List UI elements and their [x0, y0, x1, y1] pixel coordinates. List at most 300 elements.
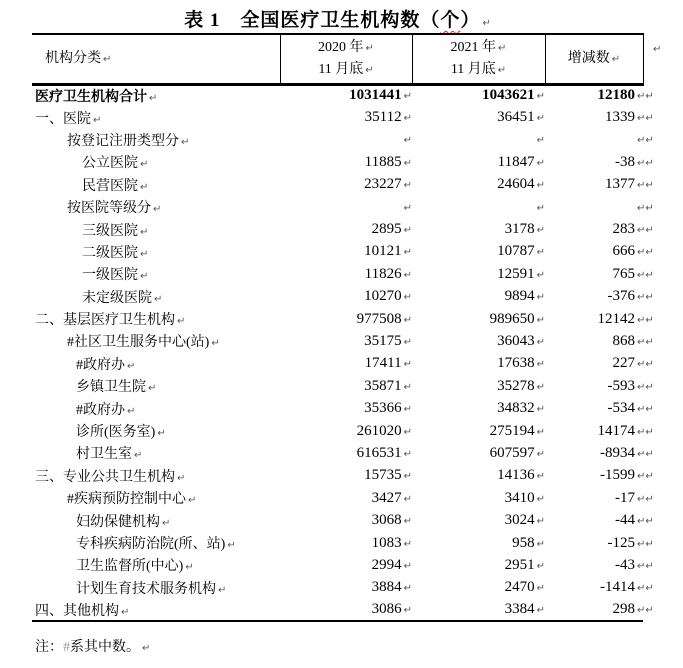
paragraph-mark: ↵↵: [637, 493, 654, 505]
paragraph-mark: ↵: [403, 247, 412, 259]
paragraph-mark: ↵: [403, 426, 412, 438]
value-diff-text: -17: [615, 489, 635, 506]
paragraph-mark: ↵↵: [637, 336, 654, 348]
value-diff-text: 1339: [605, 109, 635, 126]
value-diff: [545, 129, 654, 151]
paragraph-mark: ↵↵: [637, 516, 654, 528]
value-diff: [545, 599, 654, 621]
value-diff: [545, 353, 654, 375]
column-header-diff-label: 增减数: [567, 50, 610, 66]
paragraph-mark: ↵: [536, 91, 545, 103]
paragraph-mark: ↵: [536, 359, 545, 371]
footnote-hash: #: [63, 640, 70, 655]
column-header-category-label: 机构分类: [45, 50, 101, 66]
paragraph-mark: ↵: [134, 450, 143, 462]
value-2021-text: 2951: [504, 556, 535, 573]
value-2021-text: 36451: [497, 109, 535, 126]
value-diff: [545, 263, 654, 285]
value-diff-text: 765: [612, 265, 635, 282]
value-2021-text: 2470: [504, 579, 535, 596]
paragraph-mark: ↵↵: [637, 538, 654, 550]
paragraph-mark: ↵: [149, 92, 158, 104]
value-2021-text: 17638: [497, 355, 535, 372]
value-2021: [412, 487, 545, 509]
value-2021-text: 10787: [497, 243, 535, 260]
value-diff: [545, 442, 654, 464]
paragraph-mark: ↵↵: [637, 404, 654, 416]
value-2021-text: 3178: [504, 221, 535, 238]
value-2020-text: 10270: [364, 288, 402, 305]
row-label-text: 计划生育技术服务机构: [76, 581, 216, 597]
paragraph-mark: ↵: [482, 18, 491, 29]
value-diff: [545, 174, 654, 196]
value-2020: [280, 84, 412, 106]
value-diff-text: 298: [612, 601, 635, 618]
paragraph-mark: ↵: [536, 448, 545, 460]
value-diff-text: -593: [607, 377, 635, 394]
paragraph-mark: ↵: [177, 316, 186, 328]
value-2020: [280, 509, 412, 531]
paragraph-mark: ↵: [403, 269, 412, 281]
paragraph-mark: ↵: [403, 560, 412, 572]
value-2020-text: 616531: [356, 444, 402, 461]
value-2021: [412, 375, 545, 397]
value-2021-text: 1043621: [482, 87, 535, 104]
paragraph-mark: ↵: [536, 493, 545, 505]
row-label-text: #社区卫生服务中心(站): [67, 335, 210, 351]
value-2021-text: 36043: [497, 332, 535, 349]
paragraph-mark: ↵: [185, 562, 194, 574]
value-diff-text: -1414: [600, 579, 635, 596]
value-2021: [412, 420, 545, 442]
paragraph-mark: ↵: [188, 495, 197, 507]
paragraph-mark: ↵: [140, 181, 149, 193]
paragraph-mark: ↵: [536, 605, 545, 617]
value-2020-text: 17411: [364, 355, 402, 372]
paragraph-mark: ↵↵: [637, 113, 654, 125]
value-2021: [412, 599, 545, 621]
value-2020-text: 261020: [356, 422, 402, 439]
table-row: [32, 174, 643, 196]
value-2020: [280, 465, 412, 487]
column-header-diff: [545, 34, 643, 84]
paragraph-mark: ↵: [611, 53, 621, 65]
value-diff: [545, 532, 654, 554]
value-2020: [280, 263, 412, 285]
table-row: [32, 106, 643, 128]
paragraph-mark: ↵: [536, 202, 545, 214]
paragraph-mark: ↵: [140, 226, 149, 238]
paragraph-mark: ↵: [140, 159, 149, 171]
value-diff: [545, 554, 654, 576]
paragraph-mark: ↵↵: [637, 359, 654, 371]
column-header-category: [32, 34, 280, 84]
value-2021: [412, 106, 545, 128]
value-2020-text: 10121: [364, 243, 402, 260]
paragraph-mark: ↵: [218, 584, 227, 596]
table-row: [32, 151, 643, 173]
paragraph-mark: ↵↵: [637, 292, 654, 304]
row-label: [32, 308, 280, 330]
paragraph-mark: ↵: [403, 404, 412, 416]
value-2020: [280, 129, 412, 151]
value-2021: [412, 509, 545, 531]
value-2020-text: 3427: [371, 489, 402, 506]
paragraph-mark: ↵: [211, 338, 220, 350]
value-2020: [280, 599, 412, 621]
paragraph-mark: ↵: [403, 448, 412, 460]
paragraph-mark: ↵: [403, 225, 412, 237]
paragraph-mark: ↵: [365, 64, 374, 76]
table-row: [32, 420, 643, 442]
row-label: [32, 84, 280, 106]
row-label: [32, 263, 280, 285]
paragraph-mark: ↵: [403, 292, 412, 304]
paragraph-mark: ↵: [140, 271, 149, 283]
column-header-2020-line1: 2020 年 ↵: [318, 39, 374, 55]
value-2020: [280, 241, 412, 263]
row-label-text: 四、其他机构: [35, 603, 119, 619]
value-diff: [545, 308, 654, 330]
value-2021-text: 275194: [489, 422, 535, 439]
paragraph-mark: ↵: [403, 314, 412, 326]
paragraph-mark: ↵: [127, 405, 136, 417]
paragraph-mark: ↵: [536, 113, 545, 125]
value-2020-text: 2895: [371, 221, 402, 238]
value-diff-text: -8934: [600, 444, 635, 461]
table-row: [32, 509, 643, 531]
row-label-text: #政府办: [76, 357, 125, 373]
paragraph-mark: ↵↵: [637, 91, 654, 103]
row-label-text: 民营医院: [82, 178, 138, 194]
row-label: [32, 465, 280, 487]
value-diff-text: -44: [615, 512, 635, 529]
value-diff: [545, 106, 654, 128]
paragraph-mark: ↵↵: [637, 180, 654, 192]
row-label-text: 专科疾病防治院(所、站): [76, 537, 226, 552]
table-row: [32, 218, 643, 240]
paragraph-mark: ↵: [148, 383, 157, 395]
value-2020: [280, 174, 412, 196]
paragraph-mark: ↵: [154, 293, 163, 305]
page-title: [32, 5, 643, 32]
value-2020: [280, 554, 412, 576]
value-2020: [280, 308, 412, 330]
value-diff-text: 666: [612, 243, 635, 260]
value-2021: [412, 465, 545, 487]
paragraph-mark: ↵: [403, 381, 412, 393]
row-label: [32, 129, 280, 151]
paragraph-mark: ↵: [536, 314, 545, 326]
paragraph-mark: ↵: [121, 606, 130, 618]
paragraph-mark: ↵: [403, 471, 412, 483]
value-2021: [412, 196, 545, 218]
row-label: [32, 174, 280, 196]
footnote-text: 系其中数。: [70, 640, 140, 655]
table-row: [32, 196, 643, 218]
column-header-2021: [412, 34, 545, 84]
table-row: [32, 286, 643, 308]
paragraph-mark: ↵↵: [637, 471, 654, 483]
row-label-text: #政府办: [76, 402, 125, 418]
paragraph-mark: ↵: [227, 540, 236, 551]
row-label-text: #疾病预防控制中心: [67, 492, 186, 508]
paragraph-mark: ↵: [536, 404, 545, 416]
paragraph-mark: ↵: [497, 64, 507, 76]
paragraph-mark: ↵↵: [637, 135, 654, 147]
value-2021-text: 24604: [497, 176, 535, 193]
row-label: [32, 375, 280, 397]
paragraph-mark: ↵↵: [637, 583, 654, 595]
value-diff-text: -1599: [600, 467, 635, 484]
table-row: [32, 263, 643, 285]
paragraph-mark: ↵: [536, 560, 545, 572]
header-row: [32, 34, 643, 84]
paragraph-mark: ↵↵: [637, 157, 654, 169]
value-diff-text: 283: [612, 221, 635, 238]
title-spellcheck-word: 个: [440, 10, 461, 31]
table-row: [32, 577, 643, 599]
paragraph-mark: ↵↵: [637, 605, 654, 617]
value-2021-text: 34832: [497, 400, 535, 417]
column-header-2020-line2: 11 月底 ↵: [318, 61, 374, 77]
paragraph-mark: ↵: [536, 247, 545, 259]
paragraph-mark: ↵: [536, 381, 545, 393]
table-row: [32, 84, 643, 106]
table-row: [32, 330, 643, 352]
value-2021-text: 958: [512, 534, 535, 551]
value-2021: [412, 84, 545, 106]
paragraph-mark: ↵: [403, 359, 412, 371]
paragraph-mark: ↵: [403, 135, 412, 147]
table-row: [32, 599, 643, 621]
row-end-paragraph-mark: ↵: [653, 44, 662, 55]
value-2021-text: 11847: [497, 153, 535, 170]
value-2021: [412, 308, 545, 330]
row-label-text: 一、医院: [35, 111, 91, 127]
value-2021: [412, 442, 545, 464]
value-2020: [280, 375, 412, 397]
value-2020: [280, 487, 412, 509]
value-2021: [412, 263, 545, 285]
paragraph-mark: ↵: [403, 91, 412, 103]
row-label: [32, 353, 280, 375]
value-2021-text: 35278: [497, 377, 535, 394]
value-diff: [545, 397, 654, 419]
value-2021: [412, 241, 545, 263]
value-2021-text: 12591: [497, 265, 535, 282]
value-2020: [280, 218, 412, 240]
footnote-prefix: 注：: [35, 640, 63, 655]
row-label: [32, 420, 280, 442]
value-diff: [545, 487, 654, 509]
value-2021-text: 3384: [504, 601, 535, 618]
row-label: [32, 599, 280, 621]
row-label: [32, 218, 280, 240]
value-2020: [280, 420, 412, 442]
value-diff-text: 12142: [597, 310, 635, 327]
value-diff: [545, 196, 654, 218]
value-2020: [280, 106, 412, 128]
value-2020-text: 1031441: [349, 87, 402, 104]
paragraph-mark: ↵: [536, 583, 545, 595]
value-diff-text: 1377: [605, 176, 635, 193]
value-diff-text: -38: [615, 153, 635, 170]
row-label: [32, 330, 280, 352]
paragraph-mark: ↵: [403, 605, 412, 617]
paragraph-mark: ↵: [536, 180, 545, 192]
value-diff: [545, 375, 654, 397]
value-2020-text: 11885: [364, 153, 402, 170]
value-2021-text: 3024: [504, 512, 535, 529]
paragraph-mark: ↵: [536, 225, 545, 237]
value-diff: [545, 577, 654, 599]
row-label-text: 未定级医院: [82, 290, 152, 306]
row-label-text: 乡镇卫生院: [76, 380, 146, 396]
value-diff: [545, 151, 654, 173]
value-diff: [545, 465, 654, 487]
value-2021: [412, 174, 545, 196]
value-2020-text: 977508: [356, 310, 402, 327]
paragraph-mark: ↵: [177, 472, 186, 484]
table-row: [32, 442, 643, 464]
value-2020: [280, 196, 412, 218]
row-label-text: 二级医院: [82, 245, 138, 261]
paragraph-mark: ↵↵: [637, 560, 654, 572]
value-2020: [280, 577, 412, 599]
value-2020-text: 15735: [364, 467, 402, 484]
institutions-table: [32, 33, 654, 622]
paragraph-mark: ↵: [536, 516, 545, 528]
column-header-2020: [280, 34, 412, 84]
row-label-text: 一级医院: [82, 268, 138, 284]
value-2020: [280, 532, 412, 554]
paragraph-mark: ↵↵: [637, 269, 654, 281]
value-2021: [412, 554, 545, 576]
table-row: [32, 554, 643, 576]
row-label: [32, 241, 280, 263]
paragraph-mark: ↵↵: [637, 381, 654, 393]
value-2020: [280, 397, 412, 419]
paragraph-mark: ↵: [93, 114, 102, 126]
value-2020-text: 3068: [371, 512, 402, 529]
row-label-text: 按登记注册类型分: [67, 133, 179, 149]
value-2021: [412, 218, 545, 240]
value-2020: [280, 286, 412, 308]
table-row: [32, 129, 643, 151]
value-2020-text: 23227: [364, 176, 402, 193]
value-diff: [545, 330, 654, 352]
value-2021-text: 14136: [497, 467, 535, 484]
row-label-text: 三、专业公共卫生机构: [35, 469, 175, 485]
value-2021: [412, 577, 545, 599]
value-diff-text: -125: [607, 534, 635, 551]
value-2020-text: 3086: [371, 601, 402, 618]
value-2021-text: 9894: [504, 288, 535, 305]
table-row: [32, 375, 643, 397]
value-diff: [545, 509, 654, 531]
paragraph-mark: ↵: [142, 643, 151, 654]
table-row: [32, 241, 643, 263]
paragraph-mark: ↵: [403, 538, 412, 550]
paragraph-mark: ↵↵: [637, 314, 654, 326]
paragraph-mark: ↵: [536, 336, 545, 348]
paragraph-mark: ↵: [403, 202, 412, 214]
paragraph-mark: ↵: [498, 42, 507, 54]
table-row: [32, 487, 643, 509]
value-2020-text: 11826: [364, 265, 402, 282]
row-label-text: 二、基层医疗卫生机构: [35, 313, 175, 329]
value-2020: [280, 330, 412, 352]
row-label-text: 诊所(医务室): [76, 425, 156, 441]
row-label: [32, 509, 280, 531]
value-diff: [545, 420, 654, 442]
table-row: [32, 397, 643, 419]
value-diff: [545, 286, 654, 308]
row-label: [32, 442, 280, 464]
value-diff: [545, 241, 654, 263]
value-diff-text: 868: [612, 332, 635, 349]
table-row: [32, 465, 643, 487]
paragraph-mark: ↵: [140, 248, 149, 260]
paragraph-mark: ↵: [153, 204, 162, 216]
paragraph-mark: ↵: [536, 157, 545, 169]
row-label-text: 三级医院: [82, 223, 138, 239]
value-2021: [412, 129, 545, 151]
paragraph-mark: ↵: [403, 516, 412, 528]
paragraph-mark: ↵↵: [637, 426, 654, 438]
value-2021: [412, 397, 545, 419]
value-2020-text: 35175: [364, 332, 402, 349]
paragraph-mark: ↵: [365, 42, 374, 54]
value-2020-text: 3884: [371, 579, 402, 596]
value-2020: [280, 353, 412, 375]
paragraph-mark: ↵↵: [637, 247, 654, 259]
row-label-text: 公立医院: [82, 156, 138, 172]
value-2020-text: 1083: [371, 534, 402, 551]
title-text: 表 1 全国医疗卫生机构数（: [184, 10, 441, 31]
paragraph-mark: ↵: [536, 269, 545, 281]
paragraph-mark: ↵: [181, 136, 190, 148]
row-label: [32, 554, 280, 576]
value-diff-text: 227: [612, 355, 635, 372]
value-2020-text: 35112: [364, 109, 402, 126]
row-label: [32, 196, 280, 218]
value-diff: [545, 84, 654, 106]
paragraph-mark: ↵: [536, 538, 545, 550]
value-2021-text: 3410: [504, 489, 535, 506]
paragraph-mark: ↵: [403, 336, 412, 348]
row-label-text: 按医院等级分: [67, 201, 151, 217]
table-row: [32, 353, 643, 375]
row-label: [32, 532, 280, 554]
value-diff-text: -43: [615, 556, 635, 573]
value-2021: [412, 286, 545, 308]
value-2021-text: 989650: [489, 310, 535, 327]
value-2021: [412, 151, 545, 173]
paragraph-mark: ↵: [403, 583, 412, 595]
value-2020-text: 35871: [364, 377, 402, 394]
footnote: [35, 636, 150, 656]
column-header-2021-line1: 2021 年 ↵: [450, 39, 507, 55]
paragraph-mark: ↵: [403, 157, 412, 169]
value-diff: [545, 218, 654, 240]
paragraph-mark: ↵↵: [637, 225, 654, 237]
paragraph-mark: ↵: [536, 426, 545, 438]
value-diff-text: -376: [607, 288, 635, 305]
row-label-text: 妇幼保健机构: [76, 514, 160, 530]
paragraph-mark: ↵↵: [637, 448, 654, 460]
